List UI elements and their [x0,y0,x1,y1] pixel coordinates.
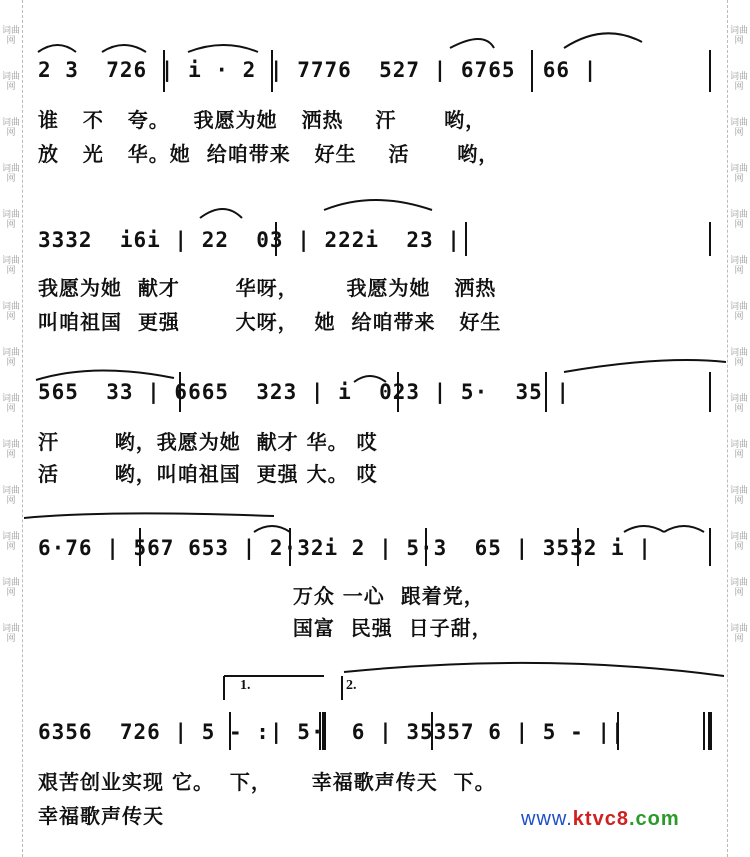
side-watermark-right: 词曲网 词曲网 词曲网 词曲网 词曲网 词曲网 词曲网 词曲网 词曲网 词曲网 词曲网 词曲网 词曲网 词曲网 [727,0,750,857]
lyric-line-3a: 汗 哟，我愿为她 献才 华。 哎 [38,430,378,454]
watermark-brand: ktvc8 [572,808,629,830]
lyric-line-2a: 我愿为她 献才 华呀， 我愿为她 洒热 [38,276,497,300]
lyric-line-5b: 幸福歌声传天 [38,804,164,828]
score-sheet [24,0,726,857]
volta-second-ending: 2. [346,678,357,693]
volta-first-ending: 1. [240,678,251,693]
notation-line-2: 3332 i6i | 22 03 | 222i 23 | [38,228,461,252]
lyric-line-1a: 谁 不 夸。 我愿为她 洒热 汗 哟， [38,108,487,132]
site-watermark [521,808,680,831]
lyric-line-4a: 万众 一心 跟着党， [38,584,485,608]
notation-line-5: 6356 726 | 5 - :| 5· 6 | 35357 6 | 5 - || [38,720,625,744]
watermark-prefix: www. [521,808,573,830]
side-watermark-left: 词曲网 词曲网 词曲网 词曲网 词曲网 词曲网 词曲网 词曲网 词曲网 词曲网 词曲网 词曲网 词曲网 词曲网 [0,0,23,857]
lyric-line-3b: 活 哟，叫咱祖国 更强 大。 哎 [38,462,378,486]
lyric-line-5a: 艰苦创业实现 它。 下， 幸福歌声传天 下。 [38,770,496,794]
notation-line-1: 2 3 726 | i · 2 | 7776 527 | 6765 66 | [38,58,598,82]
notation-line-3: 565 33 | 6665 323 | i 023 | 5· 35 | [38,380,571,404]
lyric-line-2b: 叫咱祖国 更强 大呀， 她 给咱带来 好生 [38,310,502,334]
watermark-suffix: .com [628,808,680,830]
lyric-line-1b: 放 光 华。她 给咱带来 好生 活 哟， [38,142,500,166]
notation-line-4: 6·76 | 567 653 | 2·32i 2 | 5·3 65 | 3532 i | [38,536,652,560]
lyric-line-4b: 国富 民强 日子甜， [38,616,493,640]
